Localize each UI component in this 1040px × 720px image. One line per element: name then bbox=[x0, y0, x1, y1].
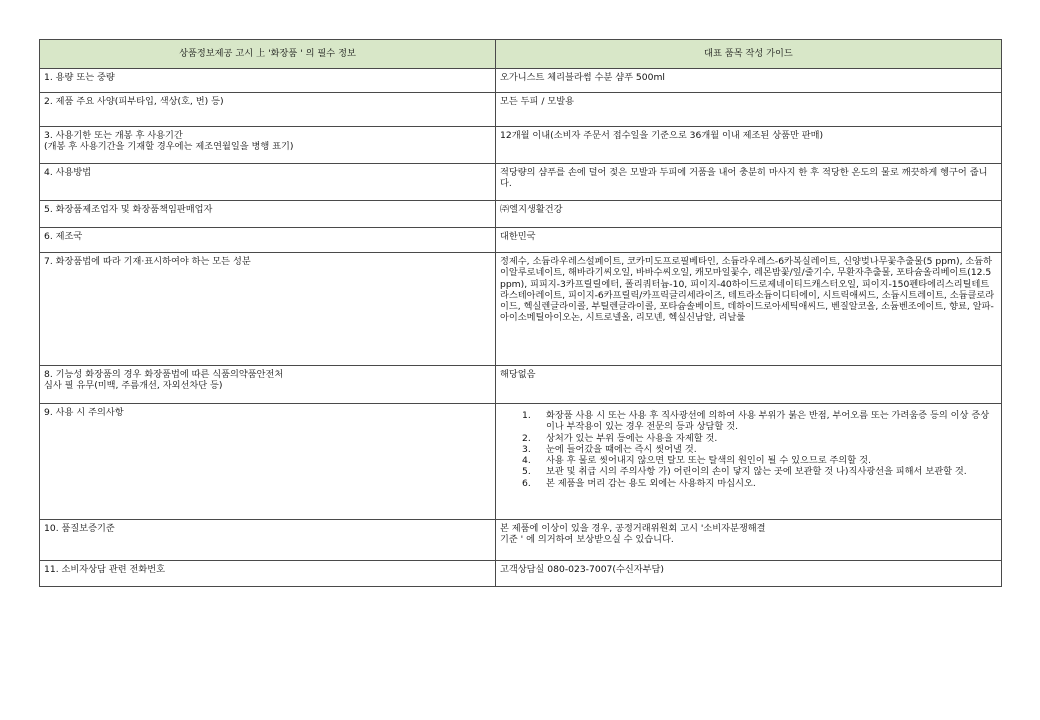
table-row bbox=[40, 93, 1002, 127]
table-row bbox=[40, 69, 1002, 93]
list-item: 4. 사용 후 물로 씻어내지 않으면 탈모 또는 탈색의 원인이 될 수 있으므로 주의할 것. bbox=[522, 455, 871, 467]
row-label: 7. 화장품법에 따라 기재·표시하여야 하는 모든 성분 bbox=[40, 253, 496, 366]
row-value: 모든 두피 / 모발용 bbox=[496, 93, 1002, 127]
table-row bbox=[40, 253, 1002, 366]
row-label: 1. 용량 또는 중량 bbox=[40, 69, 496, 93]
caution-list bbox=[500, 410, 997, 489]
row-label: 5. 화장품제조업자 및 화장품책임판매업자 bbox=[40, 201, 496, 228]
row-value: 정제수, 소듐라우레스설페이트, 코카미도프로필베타인, 소듐라우레스-6카복실레이트, 신양벚나무꽃추출물(5 ppm), 소듐하이알루로네이트, 해바라기씨오일, 바바수씨오일, 캐모마일꽃수, 레몬밤꽃/잎/줄기수, 무환자추출물, 포타슘올리베이트(12.5 ppm), 피피지-3카프릴릴에터, 폴리쿼터늄-10, 피이지-40하이드로제네이티드캐스터오일, 피이지-150펜타에리스리틸테트라스테아레이트, 피이지-6카프릴릭/카프릭글리세라이즈, 테트라소듐이디티에이, 시트릭애씨드, 소듐시트레이트, 소듐클로라이드, 헥실렌글라이콜, 부틸렌글라이콜, 포타슘솔베이트, 데하이드로아세틱애씨드, 벤질알코올, 소듐벤조에이트, 향료, 알파-아이소메틸아이오논, 시트로넬올, 리모넨, 헥실신남알, 리날룰 bbox=[496, 253, 1002, 366]
list-item: 1. 화장품 사용 시 또는 사용 후 직사광선에 의하여 사용 부위가 붉은 반점, 부어오름 또는 가려움증 등의 이상 증상이나 부작용이 있는 경우 전문의 등과 상담할 것. bbox=[522, 410, 990, 433]
row-label: 6. 제조국 bbox=[40, 228, 496, 253]
header-required-info: 상품정보제공 고시 上 '화장품 ' 의 필수 정보 bbox=[40, 40, 496, 69]
table-row bbox=[40, 127, 1002, 164]
table-row bbox=[40, 520, 1002, 561]
table-row bbox=[40, 404, 1002, 520]
list-item: 3. 눈에 들어갔을 때에는 즉시 씻어낼 것. bbox=[522, 443, 697, 455]
row-label: 4. 사용방법 bbox=[40, 164, 496, 201]
row-value: 대한민국 bbox=[496, 228, 1002, 253]
table-header-row bbox=[40, 40, 1002, 69]
row-label: 11. 소비자상담 관련 전화번호 bbox=[40, 561, 496, 587]
list-item: 5. 보관 및 취급 시의 주의사항 가) 어린이의 손이 닿지 않는 곳에 보관할 것 나)직사광선을 피해서 보관할 것. bbox=[522, 466, 967, 478]
row-value: 적당량의 샴푸를 손에 덜어 젖은 모발과 두피에 거품을 내어 충분히 마사지 한 후 적당한 온도의 물로 깨끗하게 헹구어 줍니다. bbox=[496, 164, 1002, 201]
row-value bbox=[496, 404, 1002, 520]
table-row bbox=[40, 228, 1002, 253]
row-value: 해당없음 bbox=[496, 366, 1002, 404]
table-row bbox=[40, 561, 1002, 587]
table-row bbox=[40, 164, 1002, 201]
row-label: 10. 품질보증기준 bbox=[40, 520, 496, 561]
list-item: 2. 상처가 있는 부위 등에는 사용을 자제할 것. bbox=[522, 432, 718, 444]
row-value: ㈜엘지생활건강 bbox=[496, 201, 1002, 228]
header-guide: 대표 품목 작성 가이드 bbox=[496, 40, 1002, 69]
row-label: 8. 기능성 화장품의 경우 화장품법에 따른 식품의약품안전처 심사 필 유무(미백, 주름개선, 자외선차단 등) bbox=[40, 366, 496, 404]
row-value: 본 제품에 이상이 있을 경우, 공정거래위원회 고시 '소비자분쟁해결 기준 ' 에 의거하여 보상받으실 수 있습니다. bbox=[496, 520, 1002, 561]
row-label: 9. 사용 시 주의사항 bbox=[40, 404, 496, 520]
row-value: 12개월 이내(소비자 주문서 접수일을 기준으로 36개월 이내 제조된 상품만 판매) bbox=[496, 127, 1002, 164]
table-row bbox=[40, 366, 1002, 404]
table-row bbox=[40, 201, 1002, 228]
row-value: 고객상담실 080-023-7007(수신자부담) bbox=[496, 561, 1002, 587]
row-label: 2. 제품 주요 사양(피부타입, 색상(호, 번) 등) bbox=[40, 93, 496, 127]
row-value: 오가니스트 체리블라썸 수분 샴푸 500ml bbox=[496, 69, 1002, 93]
list-item: 6. 본 제품을 머리 감는 용도 외에는 사용하지 마십시오. bbox=[522, 477, 756, 489]
product-info-table bbox=[39, 39, 1002, 587]
row-label: 3. 사용기한 또는 개봉 후 사용기간 (개봉 후 사용기간을 기재할 경우에는 제조연월일을 병행 표기) bbox=[40, 127, 496, 164]
